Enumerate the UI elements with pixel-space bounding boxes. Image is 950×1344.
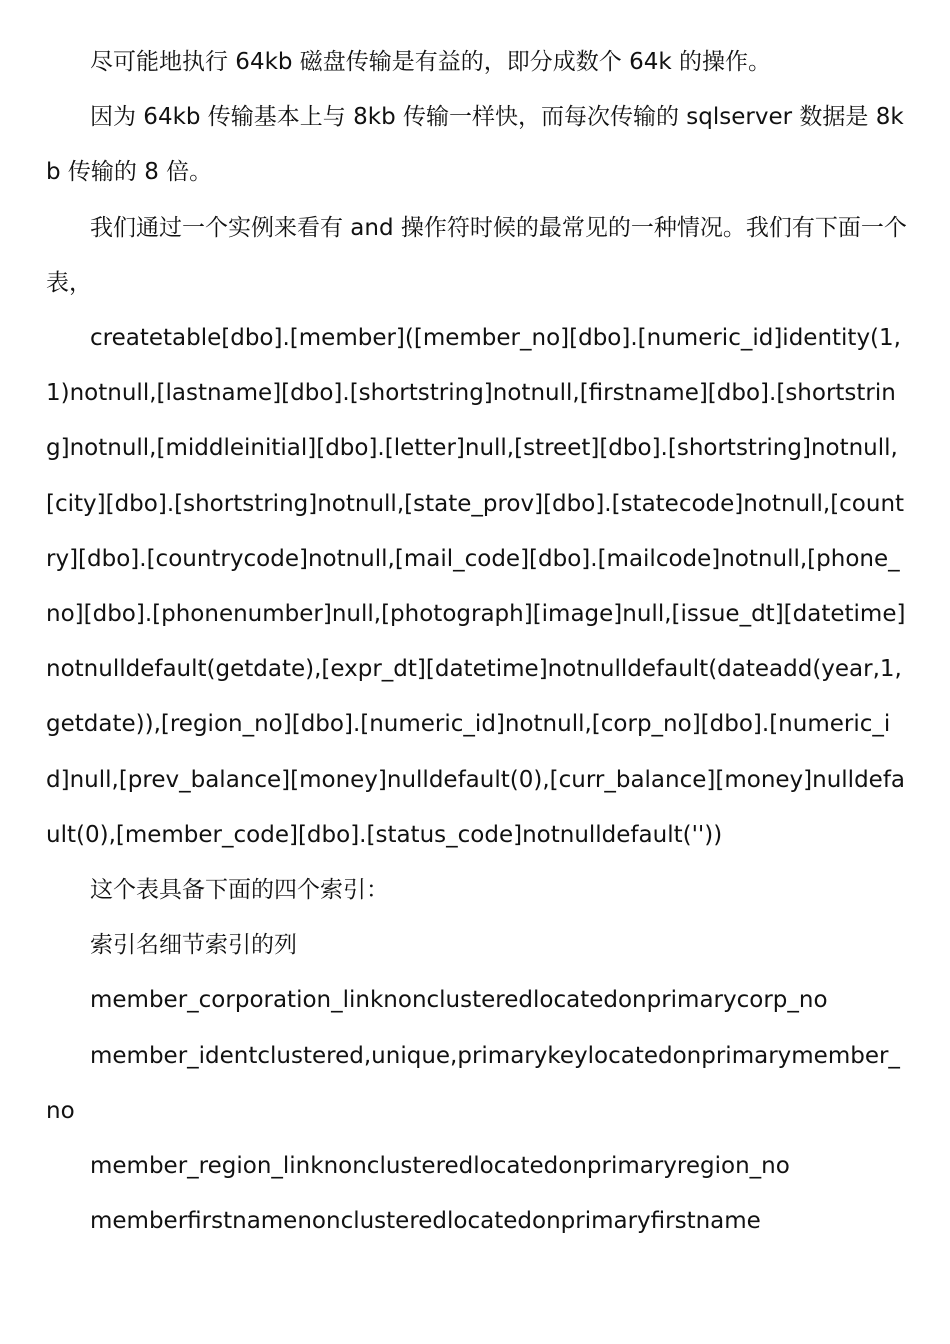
paragraph-index-firstname: memberfirstnamenonclusteredlocatedonprimaryfirstname: [90, 1208, 761, 1235]
paragraph-index-region-link: member_region_linknonclusteredlocatedonprimaryregion_no: [90, 1153, 790, 1180]
document-body: [46, 35, 908, 1249]
paragraph-disk-transfer: 尽可能地执行 64kb 磁盘传输是有益的，即分成数个 64k 的操作。: [90, 49, 772, 75]
paragraph-transfer-speed: 因为 64kb 传输基本上与 8kb 传输一样快，而每次传输的 sqlserver 数据是 8kb 传输的 8 倍。: [46, 104, 904, 186]
paragraph-and-operator-example: 我们通过一个实例来看有 and 操作符时候的最常见的一种情况。我们有下面一个表，: [46, 214, 907, 296]
paragraph-index-intro: 这个表具备下面的四个索引：: [90, 877, 389, 904]
paragraph-index-header: 索引名细节索引的列: [90, 932, 297, 959]
paragraph-index-member-ident: member_identclustered,unique,primarykeylocatedonprimarymember_no: [46, 1042, 900, 1124]
paragraph-index-corporation-link: member_corporation_linknonclusteredlocatedonprimarycorp_no: [90, 987, 828, 1014]
paragraph-create-table-sql: createtable[dbo].[member]([member_no][dbo].[numeric_id]identity(1,1)notnull,[lastname][dbo].[shortstring]notnull,[firstname][dbo].[shortstring]notnull,[middleinitial][dbo].[letter]null,[street][dbo].[shortstring]notnull,[city][dbo].[shortstring]notnull,[state_prov][dbo].[statecode]notnull,[country][dbo].[countrycode]notnull,[mail_code][dbo].[mailcode]notnull,[phone_no][dbo].[phonenumber]null,[photograph][image]null,[issue_dt][datetime]notnulldefault(getdate),[expr_dt][datetime]notnulldefault(dateadd(year,1,getdate)),[region_no][dbo].[numeric_id]notnull,[corp_no][dbo].[numeric_id]null,[prev_balance][money]nulldefault(0),[curr_balance][money]nulldefault(0),[member_code][dbo].[status_code]notnulldefault('')): [46, 325, 906, 848]
